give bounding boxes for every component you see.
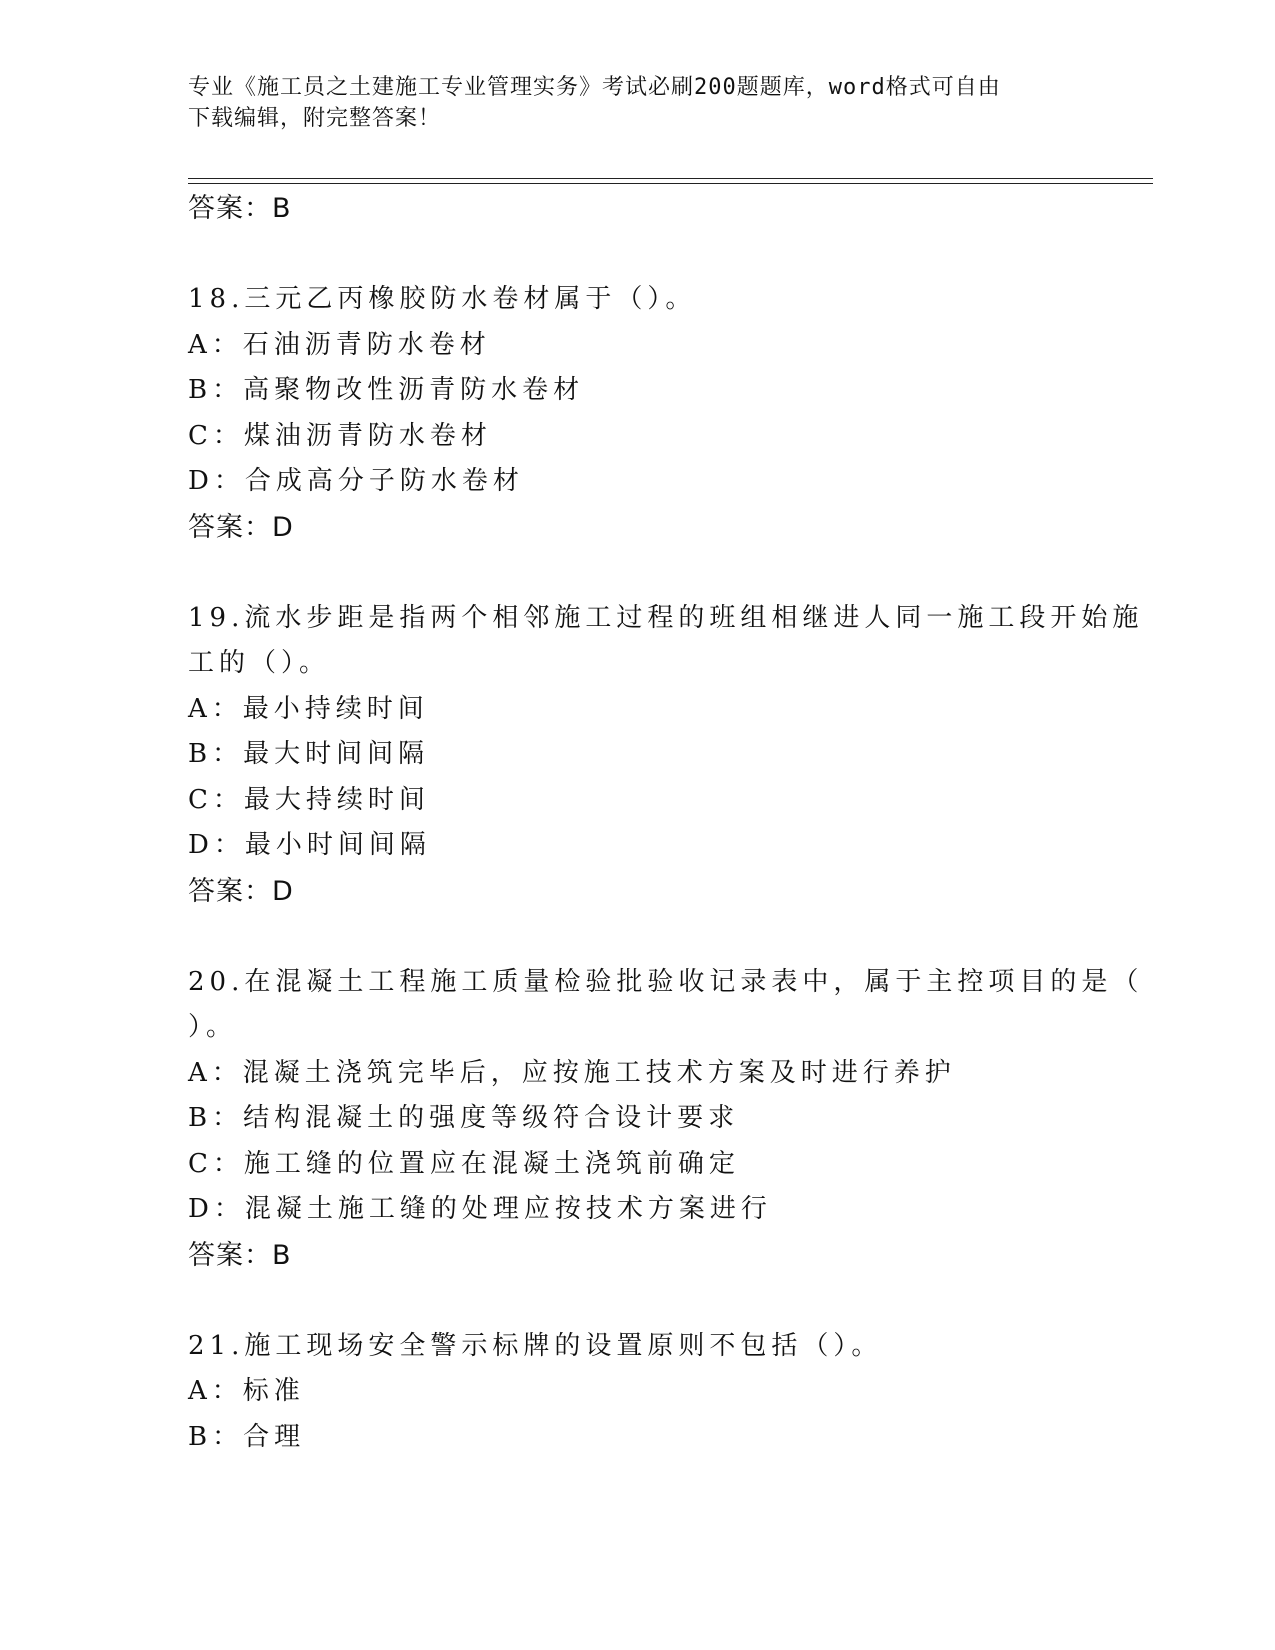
option-c: C：最大持续时间 bbox=[188, 784, 430, 815]
answer-line: 答案：D bbox=[188, 875, 294, 907]
option-b: B：结构混凝土的强度等级符合设计要求 bbox=[188, 1103, 740, 1133]
question-21 bbox=[188, 1324, 1088, 1461]
question-stem: 18.三元乙丙橡胶防水卷材属于（）。 bbox=[188, 284, 697, 314]
spacer bbox=[188, 550, 1088, 596]
question-stem: 21.施工现场安全警示标牌的设置原则不包括（）。 bbox=[188, 1330, 883, 1361]
option-c: C：煤油沥青防水卷材 bbox=[188, 420, 492, 451]
answer-line: 答案：D bbox=[188, 511, 294, 543]
option-c: C：施工缝的位置应在混凝土浇筑前确定 bbox=[188, 1148, 740, 1179]
question-stem-line-2: ）。 bbox=[188, 1012, 238, 1042]
question-19 bbox=[188, 596, 1144, 915]
spacer bbox=[188, 232, 1088, 278]
answer-line: 答案：B bbox=[188, 193, 292, 224]
question-stem-line-1: 20.在混凝土工程施工质量检验批验收记录表中，属于主控项目的是（ bbox=[188, 966, 1144, 997]
document-header bbox=[188, 72, 1088, 134]
header-divider-bottom bbox=[188, 183, 1153, 184]
header-divider-top bbox=[188, 178, 1153, 179]
header-line-1: 专业《施工员之土建施工专业管理实务》考试必刷200题题库，word格式可自由 bbox=[188, 75, 1001, 100]
option-b: B：高聚物改性沥青防水卷材 bbox=[188, 375, 585, 405]
option-d: D：合成高分子防水卷材 bbox=[188, 466, 524, 496]
spacer bbox=[188, 1278, 1088, 1324]
option-a: A：石油沥青防水卷材 bbox=[188, 329, 491, 360]
option-a: A：标准 bbox=[188, 1376, 305, 1406]
spacer bbox=[188, 914, 1088, 960]
question-list bbox=[188, 186, 1144, 1460]
question-stem-line-2: 工的（）。 bbox=[188, 648, 331, 678]
question-18 bbox=[188, 277, 1088, 550]
option-d: D：混凝土施工缝的处理应按技术方案进行 bbox=[188, 1194, 772, 1224]
option-a: A：混凝土浇筑完毕后，应按施工技术方案及时进行养护 bbox=[188, 1057, 956, 1088]
question-stem-line-1: 19.流水步距是指两个相邻施工过程的班组相继进人同一施工段开始施 bbox=[188, 602, 1144, 633]
option-a: A：最小持续时间 bbox=[188, 693, 429, 724]
option-d: D：最小时间间隔 bbox=[188, 830, 431, 860]
option-b: B：最大时间间隔 bbox=[188, 739, 430, 769]
question-20 bbox=[188, 960, 1144, 1279]
answer-line: 答案：B bbox=[188, 1239, 292, 1271]
option-b: B：合理 bbox=[188, 1421, 306, 1452]
header-line-2: 下载编辑，附完整答案！ bbox=[188, 106, 442, 131]
